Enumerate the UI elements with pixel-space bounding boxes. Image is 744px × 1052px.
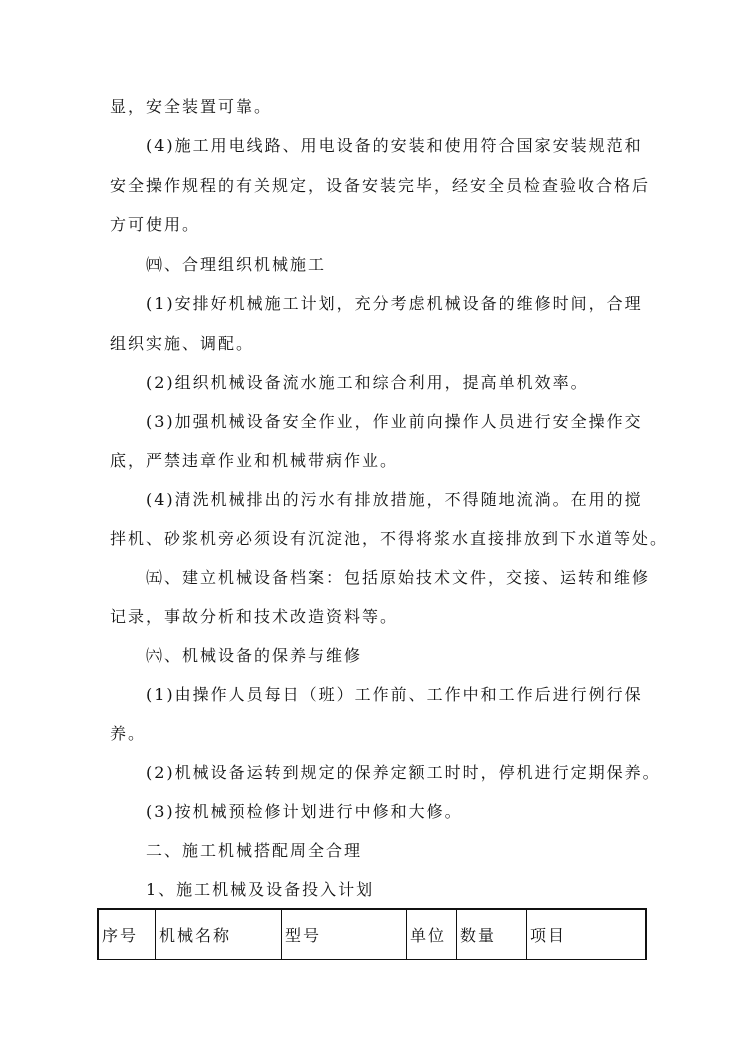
section-heading-5: ㈤、建立机械设备档案：包括原始技术文件，交接、运转和维修	[146, 568, 651, 587]
text-line-18: (2)机械设备运转到规定的保养定额工时时，停机进行定期保养。	[146, 763, 661, 782]
text-line-7: 组织实施、调配。	[110, 334, 255, 353]
section-heading-2: 二、施工机械搭配周全合理	[146, 841, 363, 860]
table-header-item: 项目	[530, 926, 567, 945]
text-line-4: 方可使用。	[110, 215, 201, 234]
table-header-quantity: 数量	[457, 910, 527, 959]
text-line-16: (1)由操作人员每日（班）工作前、工作中和工作后进行例行保	[146, 685, 643, 704]
text-line-12: 拌机、砂浆机旁必须设有沉淀池，不得将浆水直接排放到下水道等处。	[110, 529, 669, 548]
text-line-6: (1)安排好机械施工计划，充分考虑机械设备的维修时间，合理	[146, 294, 643, 313]
table-header-machine-name: 机械名称	[156, 910, 282, 959]
text-line-8: (2)组织机械设备流水施工和综合利用，提高单机效率。	[146, 373, 589, 392]
text-line-19: (3)按机械预检修计划进行中修和大修。	[146, 802, 463, 821]
section-heading-6: ㈥、机械设备的保养与维修	[146, 646, 363, 665]
section-heading-4: ㈣、合理组织机械施工	[146, 255, 327, 274]
table-header-model: 型号	[282, 910, 407, 959]
table-header-unit: 单位	[407, 910, 457, 959]
text-line-3: 安全操作规程的有关规定，设备安装完毕，经安全员检查验收合格后	[110, 176, 651, 195]
equipment-table-header	[97, 908, 647, 960]
text-line-17: 养。	[110, 724, 147, 743]
table-header-serial: 序号	[99, 910, 156, 959]
text-line-11: (4)清洗机械排出的污水有排放措施，不得随地流淌。在用的搅	[146, 490, 643, 509]
subsection-heading-1: 1、施工机械及设备投入计划	[146, 880, 375, 899]
text-line-14: 记录，事故分析和技术改造资料等。	[110, 607, 399, 626]
text-line-9: (3)加强机械设备安全作业，作业前向操作人员进行安全操作交	[146, 412, 643, 431]
text-line-10: 底，严禁违章作业和机械带病作业。	[110, 451, 399, 470]
text-line-1: 显，安全装置可靠。	[110, 97, 273, 116]
text-line-2: (4)施工用电线路、用电设备的安装和使用符合国家安装规范和	[146, 136, 643, 155]
